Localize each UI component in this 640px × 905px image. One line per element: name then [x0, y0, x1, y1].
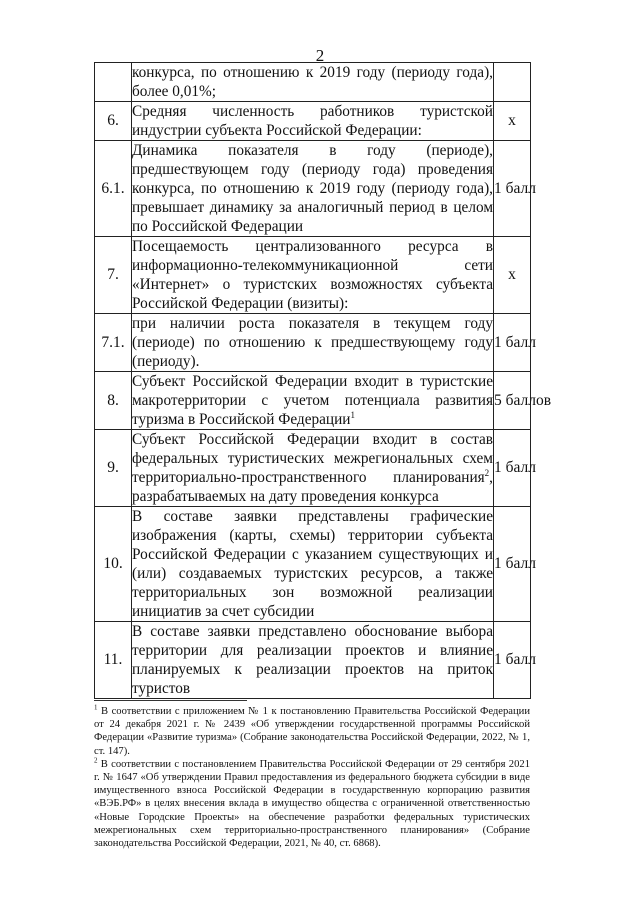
- row-text: при наличии роста показателя в текущем году (периоде) по отношению к предшествующему году (периоду).: [132, 315, 493, 370]
- footnotes: [94, 705, 530, 850]
- row-text: конкурса, по отношению к 2019 году (периоду года), более 0,01%;: [132, 64, 493, 100]
- table-row: [95, 372, 531, 430]
- row-text-main: Субъект Российской Федерации входит в туристские макротерритории с учетом потенциала развития туризма в Российской Федерации: [132, 373, 493, 428]
- footnote-ref: 1: [350, 409, 355, 420]
- row-score: 5 баллов: [494, 372, 531, 430]
- row-number: 7.1.: [95, 314, 132, 372]
- table-row: [95, 314, 531, 372]
- row-number: [95, 63, 132, 102]
- footnote-ref: 2: [484, 467, 490, 478]
- row-text: Средняя численность работников туристской индустрии субъекта Российской Федерации:: [132, 103, 493, 139]
- row-text-main: Субъект Российской Федерации входит в состав федеральных туристических межрегиональных схем территориально-пространственного планирования: [132, 431, 493, 486]
- footnote-mark: 2: [94, 756, 98, 765]
- page-number: 2: [315, 46, 325, 65]
- table-row: [95, 237, 531, 314]
- row-number: 7.: [95, 237, 132, 314]
- row-number: 9.: [95, 430, 132, 507]
- row-number: 11.: [95, 622, 132, 699]
- footnote-divider: [94, 700, 247, 701]
- table-row: [95, 622, 531, 699]
- row-score: 1 балл: [494, 622, 531, 699]
- row-score: [494, 63, 531, 102]
- footnote-2: [94, 758, 530, 850]
- table-row: [95, 430, 531, 507]
- footnote-text: В соответствии с приложением № 1 к постановлению Правительства Российской Федерации от 24 декабря 2021 г. № 2439 «Об утверждении государственной программы Российской Федерации «Развитие туризма» (Собрание законодательства Российской Федерации, 2022, № 1, ст. 147).: [94, 706, 530, 757]
- table-row: [95, 507, 531, 622]
- row-score: х: [494, 102, 531, 141]
- footnote-text: В соответствии с постановлением Правительства Российской Федерации от 29 сентября 2021 г. № 1647 «Об утверждении Правил предоставления из федерального бюджета субсидии в виде имущественного взноса Российской Федерации в государственную корпорацию развития «ВЭБ.РФ» в целях внесения вклада в имущество общества с ограниченной ответственностью «Новые Городские Проекты» на обеспечение разработки федеральных туристических межрегиональных схем территориально-пространственного планирования» (Собрание законодательства Российской Федерации, 2021, № 40, ст. 6868).: [94, 758, 530, 850]
- row-number: 6.: [95, 102, 132, 141]
- row-score: х: [494, 237, 531, 314]
- row-text: Посещаемость централизованного ресурса в информационно-телекоммуникационной сети «Интернет» о туристских возможностях субъекта Российской Федерации (визиты):: [132, 238, 493, 312]
- row-number: 6.1.: [95, 141, 132, 237]
- row-text: В составе заявки представлены графические изображения (карты, схемы) территории субъекта Российской Федерации с указанием существующих и (или) создаваемых туристских ресурсов, а также территориальных зон возможной реализации инициатив за счет субсидии: [132, 508, 493, 620]
- row-score: 1 балл: [494, 141, 531, 237]
- footnote-1: [94, 705, 530, 758]
- row-text: [132, 372, 494, 430]
- row-number: 10.: [95, 507, 132, 622]
- footnote-mark: 1: [94, 703, 98, 712]
- row-score: 1 балл: [494, 314, 531, 372]
- row-text: В составе заявки представлено обоснование выбора территории для реализации проектов и влияние планируемых к реализации проектов на приток туристов: [132, 623, 493, 697]
- row-score: 1 балл: [494, 430, 531, 507]
- row-text: Динамика показателя в году (периоде), предшествующем году (периоду года) проведения конкурса, по отношению к 2019 году (периоду года), превышает динамику за аналогичный период в целом по Российской Федерации: [132, 142, 493, 235]
- row-score: 1 балл: [494, 507, 531, 622]
- criteria-table: [94, 62, 552, 699]
- table-row: [95, 102, 531, 141]
- row-number: 8.: [95, 372, 132, 430]
- row-text: [132, 430, 494, 507]
- table-row: [95, 141, 531, 237]
- table-row: [95, 63, 531, 102]
- row-text-cont: , разрабатываемых на дату проведения конкурса: [132, 469, 493, 505]
